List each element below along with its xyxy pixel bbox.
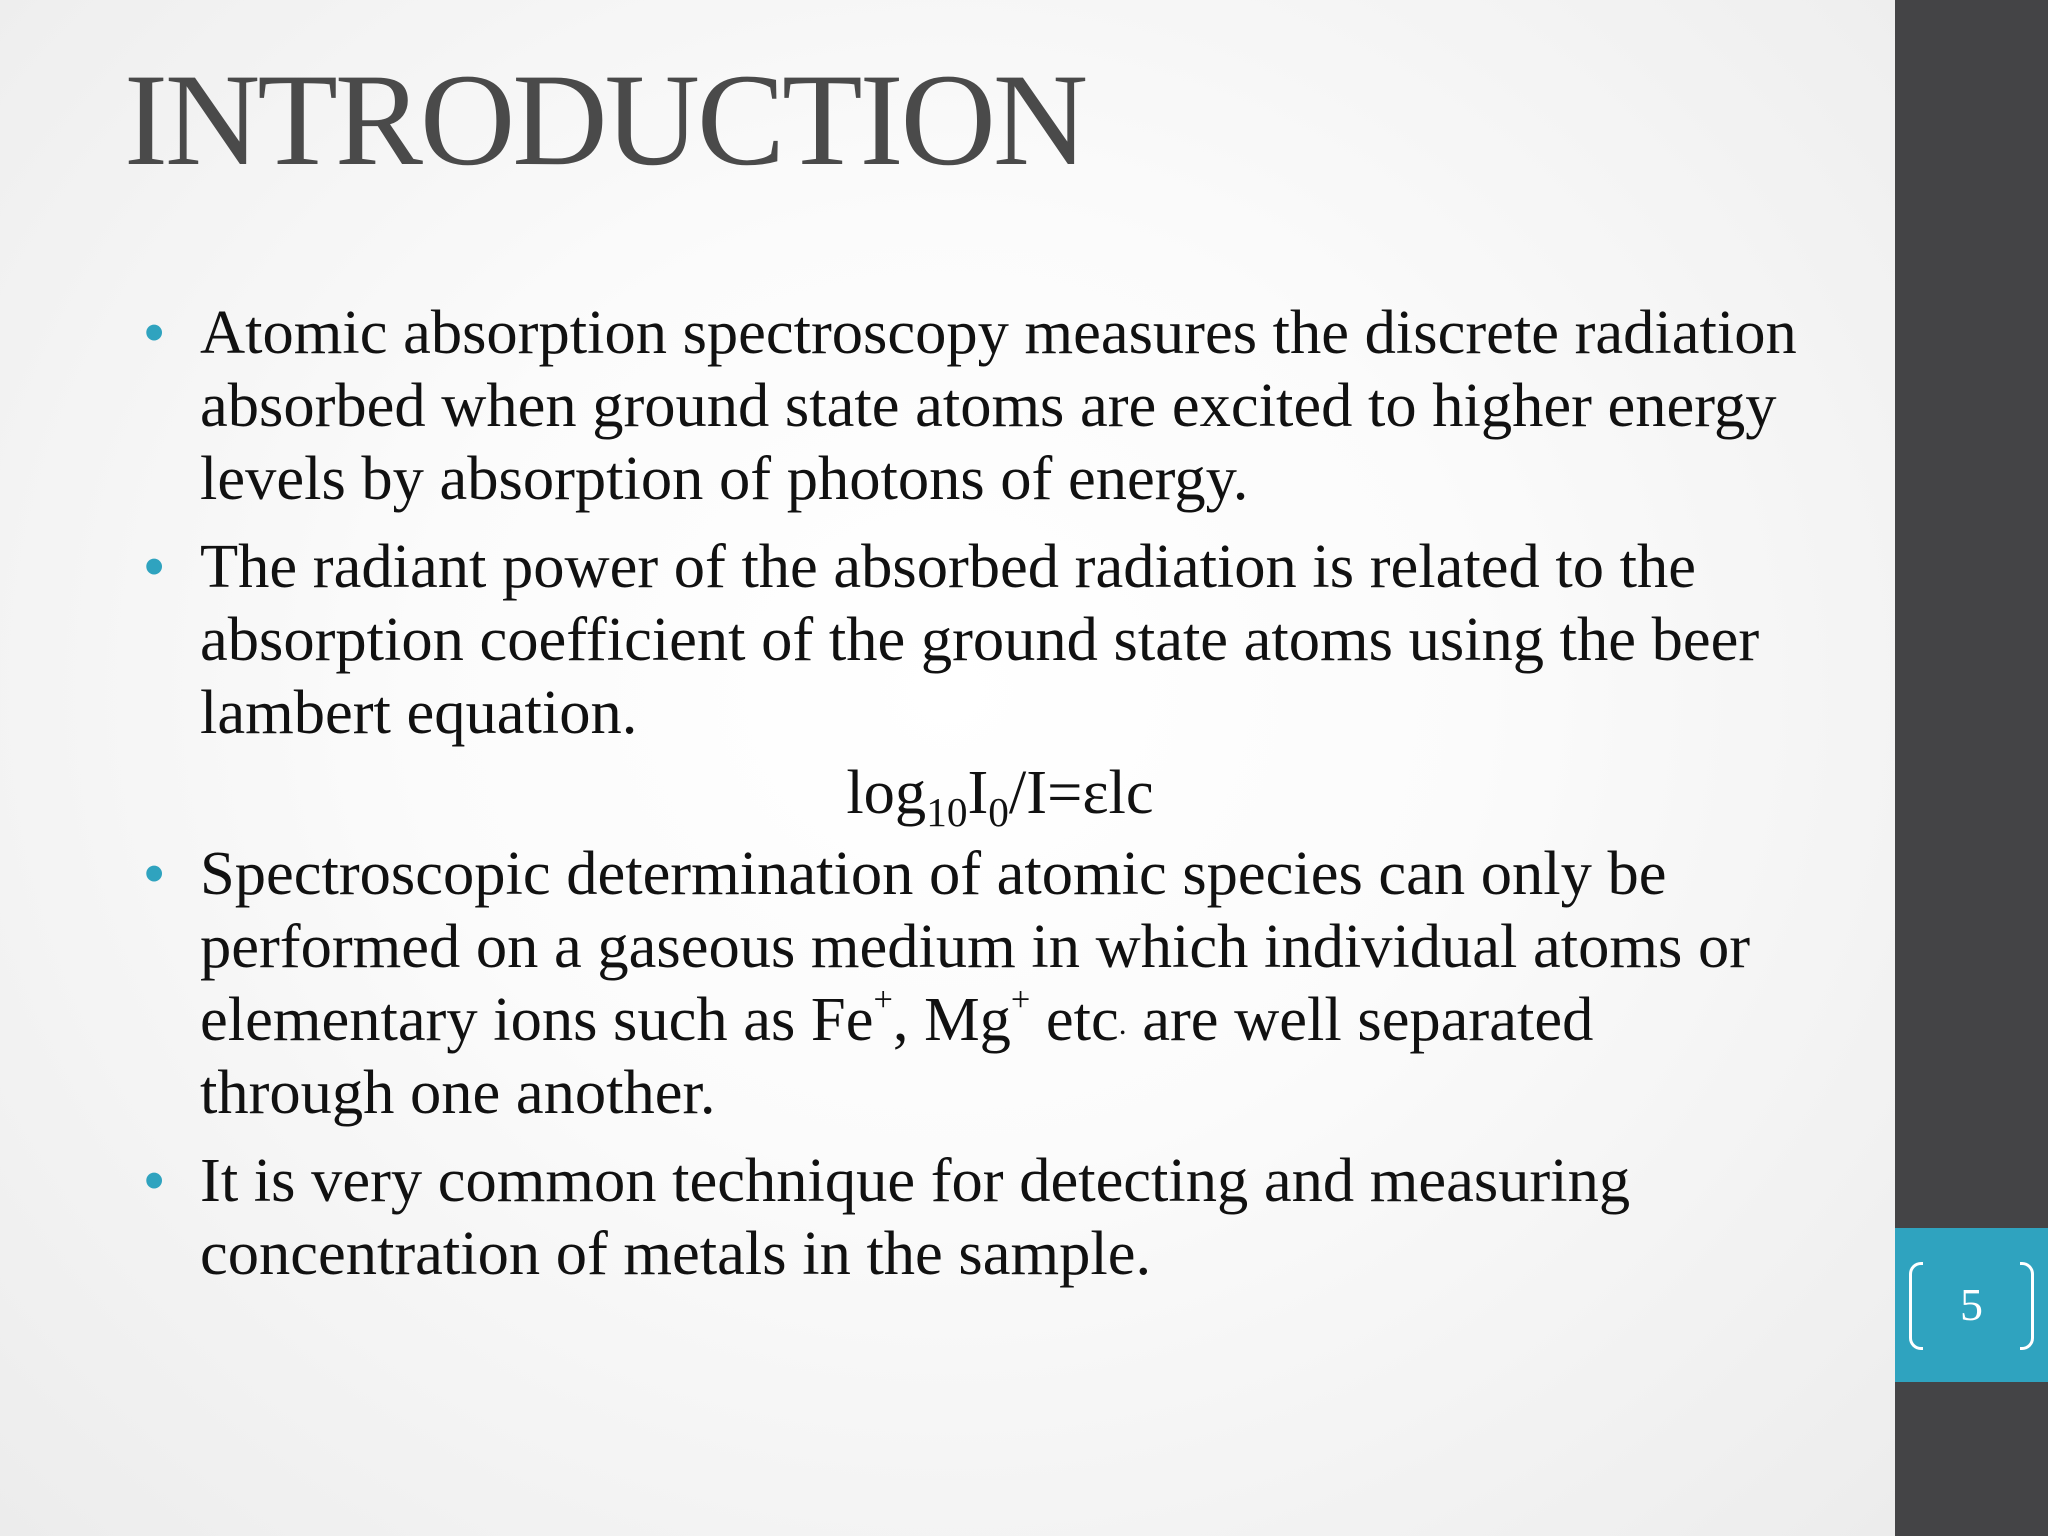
bullet-text: The radiant power of the absorbed radiation is related to the absorption coefficient of the ground state atoms using the beer lambert equation. — [200, 531, 1760, 747]
superscript-plus: + — [1010, 980, 1031, 1019]
bullet-text-part: are well separated through one another. — [200, 984, 1594, 1127]
small-dot: . — [1118, 1005, 1127, 1041]
bullet-item — [140, 1144, 1800, 1290]
superscript-plus: + — [873, 980, 893, 1019]
equation-intensity: I — [967, 757, 989, 827]
bullet-dot-icon: • — [144, 534, 165, 599]
equation-rest: /I=εlc — [1008, 757, 1154, 827]
beer-lambert-equation — [140, 756, 1800, 836]
page-number: 5 — [1960, 1279, 1983, 1330]
bullet-dot-icon: • — [144, 300, 165, 365]
bullet-text — [200, 838, 1750, 1127]
equation-base: 10 — [926, 789, 968, 836]
bullet-dot-icon: • — [144, 841, 165, 906]
bullet-text-part: etc — [1030, 984, 1119, 1054]
bullet-dot-icon: • — [144, 1148, 165, 1213]
bullet-text-part: Spectroscopic determination of atomic species can only be performed on a gaseous medium in which individual atoms or elementary ions such as Fe — [200, 838, 1751, 1054]
equation-log: log — [846, 757, 927, 827]
equation-intensity-sub: 0 — [988, 789, 1009, 836]
slide-title: INTRODUCTION — [124, 46, 1086, 193]
bullet-text: Atomic absorption spectroscopy measures the discrete radiation absorbed when ground state atoms are excited to higher energy levels by absorption of photons of energy. — [200, 297, 1797, 513]
bullet-text-part: , Mg — [892, 984, 1011, 1054]
bullet-text: It is very common technique for detecting and measuring concentration of metals in the sample. — [200, 1145, 1631, 1288]
bullet-item — [140, 530, 1800, 749]
bullet-item — [140, 296, 1800, 515]
slide-body — [140, 296, 1800, 1305]
bullet-item — [140, 837, 1800, 1129]
page-number-badge — [1895, 1228, 2048, 1382]
